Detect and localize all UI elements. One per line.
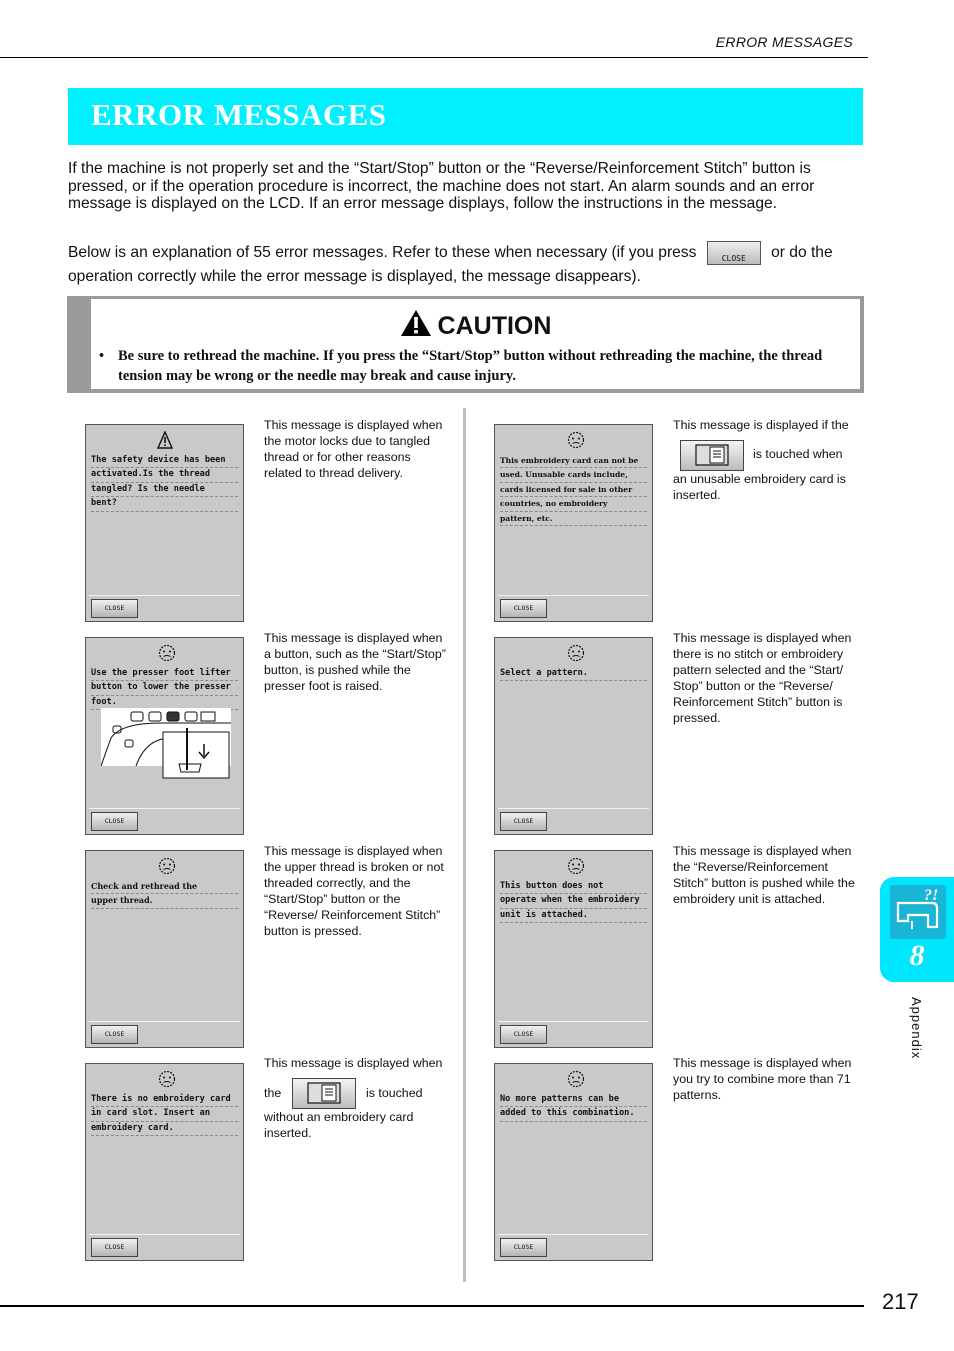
screen-line: No more patterns can be xyxy=(500,1093,647,1107)
screen-line: tangled? Is the needle xyxy=(91,483,238,497)
embroidery-card-icon xyxy=(695,444,729,466)
screen-line: upper thread. xyxy=(91,894,238,908)
screen-line: bent? xyxy=(91,497,238,511)
intro-paragraph-2-end: or do the operation correctly while the error message is displayed, the message disappears). xyxy=(68,244,833,286)
screen-line: This embroidery card can not be xyxy=(500,454,647,468)
face-icon xyxy=(566,857,586,875)
screen-divider xyxy=(498,1234,649,1235)
screen-line: Use the presser foot lifter xyxy=(91,667,238,681)
close-button[interactable]: CLOSE xyxy=(500,812,547,831)
description-end: an unusable embroidery card is inserted. xyxy=(673,472,846,502)
screen-divider xyxy=(498,595,649,596)
screen-message xyxy=(500,880,647,923)
description-start: This message is displayed when xyxy=(264,1056,443,1070)
footer-rule xyxy=(0,1305,864,1307)
lcd-screen-presser-foot xyxy=(85,637,244,835)
screen-line: foot. xyxy=(91,696,238,710)
screen-divider xyxy=(89,595,240,596)
close-button[interactable]: CLOSE xyxy=(91,1025,138,1044)
presser-foot-illustration-icon xyxy=(101,708,231,780)
caution-heading xyxy=(91,309,860,341)
page-number: 217 xyxy=(882,1289,919,1314)
face-icon xyxy=(157,857,177,875)
chapter-tab[interactable] xyxy=(880,877,954,982)
header-rule xyxy=(0,57,868,58)
screen-divider xyxy=(89,1021,240,1022)
screen-line: Check and rethread the xyxy=(91,880,238,894)
screen-message xyxy=(91,667,238,710)
screen-line: This button does not xyxy=(500,880,647,894)
face-icon xyxy=(566,644,586,662)
description-button-line xyxy=(673,440,860,471)
description-end: without an embroidery card inserted. xyxy=(264,1110,414,1140)
screen-line: The safety device has been xyxy=(91,454,238,468)
lcd-screen-no-card xyxy=(85,1063,244,1261)
close-button[interactable]: CLOSE xyxy=(500,599,547,618)
intro-paragraph-2 xyxy=(68,241,863,289)
caution-text: Be sure to rethread the machine. If you press the “Start/Stop” button without rethreading the machine, the thread tension may be wrong or the needle may break and cause injury. xyxy=(118,348,823,384)
caution-box xyxy=(67,296,864,393)
message-description: This message is displayed when the “Reverse/Reinforcement Stitch” button is pushed while the embroidery unit is attached. xyxy=(673,844,855,906)
embroidery-card-key xyxy=(292,1078,356,1109)
close-button[interactable]: CLOSE xyxy=(500,1025,547,1044)
screen-message xyxy=(500,454,647,526)
face-icon xyxy=(157,644,177,662)
warning-triangle-icon xyxy=(157,431,173,449)
description-mid: is touched xyxy=(366,1086,423,1100)
chapter-number: 8 xyxy=(909,939,925,972)
close-button[interactable]: CLOSE xyxy=(500,1238,547,1257)
lcd-screen-rethread xyxy=(85,850,244,1048)
screen-message xyxy=(500,1093,647,1122)
screen-divider xyxy=(89,1234,240,1235)
side-section-label: Appendix xyxy=(909,997,924,1060)
caution-bullet: • xyxy=(99,348,105,364)
close-button[interactable]: CLOSE xyxy=(91,812,138,831)
column-divider xyxy=(463,408,466,1282)
running-header: ERROR MESSAGES xyxy=(715,34,853,50)
lcd-screen-no-more-patterns xyxy=(494,1063,653,1261)
page-title: ERROR MESSAGES xyxy=(91,97,387,132)
lcd-screen-select-pattern xyxy=(494,637,653,835)
screen-line: unit is attached. xyxy=(500,909,647,923)
screen-divider xyxy=(498,1021,649,1022)
embroidery-card-key xyxy=(680,440,744,471)
warning-triangle-icon xyxy=(400,309,432,337)
message-description: This message is displayed when a button, such as the “Start/Stop” button, is pushed while the presser foot is raised. xyxy=(264,631,446,693)
screen-line: cards licensed for sale in other xyxy=(500,483,647,497)
close-key-label: CLOSE xyxy=(721,254,746,263)
description-mid: is touched when xyxy=(753,447,843,461)
lcd-screen-safety-device xyxy=(85,424,244,622)
screen-line: Select a pattern. xyxy=(500,667,647,681)
screen-line: operate when the embroidery xyxy=(500,894,647,908)
screen-line: pattern, etc. xyxy=(500,512,647,526)
screen-divider xyxy=(89,808,240,809)
sewing-machine-help-icon xyxy=(890,885,946,939)
screen-line: in card slot. Insert an xyxy=(91,1107,238,1121)
screen-line: added to this combination. xyxy=(500,1107,647,1121)
lcd-screen-button-inactive xyxy=(494,850,653,1048)
section-title-bar xyxy=(68,88,863,145)
caution-title: CAUTION xyxy=(437,312,552,340)
screen-message xyxy=(91,1093,238,1136)
message-description: This message is displayed when there is no stitch or embroidery pattern selected and the “Start/ Stop” button or the “Reverse/ Reinforcement Stitch” button is pressed. xyxy=(673,631,852,725)
close-button[interactable]: CLOSE xyxy=(91,1238,138,1257)
svg-text:?!: ?! xyxy=(924,887,939,904)
message-description xyxy=(673,417,860,503)
caution-item xyxy=(99,346,854,386)
embroidery-card-icon xyxy=(307,1082,341,1104)
description-the: the xyxy=(264,1086,282,1100)
face-icon xyxy=(566,431,586,449)
intro-paragraph-1: If the machine is not properly set and the “Start/Stop” button or the “Reverse/Reinforcement Stitch” button is pressed, or if the operation procedure is incorrect, the machine does not start. An alarm sounds and an error message is displayed on the LCD. If an error message displays, follow the instructions in the message. xyxy=(68,160,815,212)
face-icon xyxy=(566,1070,586,1088)
lcd-screen-unusable-card xyxy=(494,424,653,622)
screen-divider xyxy=(498,808,649,809)
screen-message xyxy=(500,667,647,681)
screen-message xyxy=(91,454,238,512)
screen-line: embroidery card. xyxy=(91,1122,238,1136)
close-key-image xyxy=(707,241,761,265)
message-description: This message is displayed when the upper thread is broken or not threaded correctly, and the “Start/Stop” button or the “Reverse/ Reinforcement Stitch” button is pressed. xyxy=(264,844,444,938)
screen-line: button to lower the presser xyxy=(91,681,238,695)
screen-line: countries, no embroidery xyxy=(500,497,647,511)
message-description xyxy=(264,1055,451,1141)
face-icon xyxy=(157,1070,177,1088)
message-description: This message is displayed when the motor locks due to tangled thread or for other reasons related to thread delivery. xyxy=(264,418,443,480)
message-description: This message is displayed when you try to combine more than 71 patterns. xyxy=(673,1056,852,1102)
close-button[interactable]: CLOSE xyxy=(91,599,138,618)
screen-line: There is no embroidery card xyxy=(91,1093,238,1107)
screen-line: activated.Is the thread xyxy=(91,468,238,482)
screen-message xyxy=(91,880,238,909)
description-button-line xyxy=(264,1078,451,1109)
intro-paragraph-2-start: Below is an explanation of 55 error messages. Refer to these when necessary (if you press xyxy=(68,244,697,262)
caution-panel xyxy=(91,299,860,389)
screen-line: used. Unusable cards include, xyxy=(500,468,647,482)
description-start: This message is displayed if the xyxy=(673,418,849,432)
